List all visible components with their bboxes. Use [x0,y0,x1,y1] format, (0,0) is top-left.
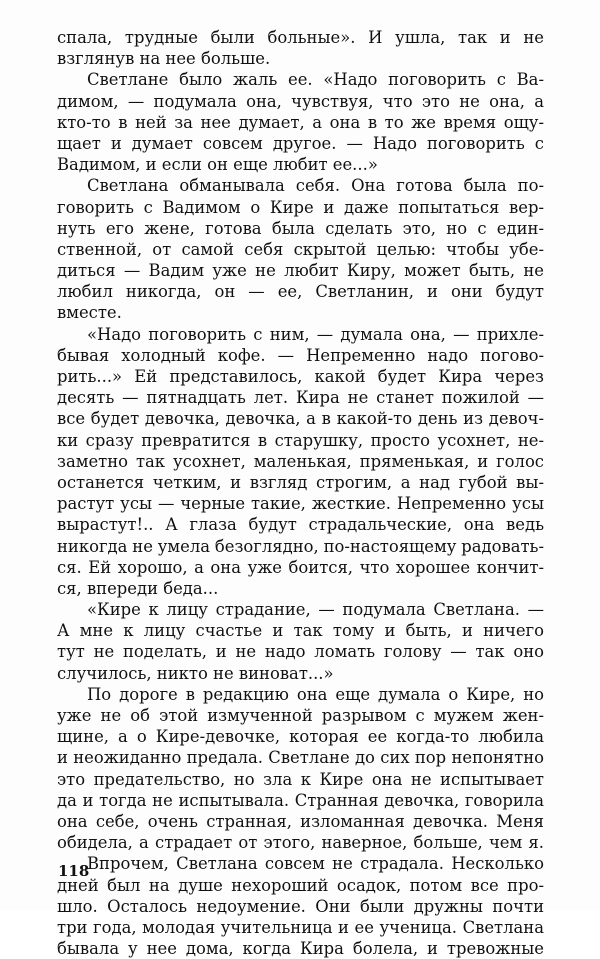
text-line: нуть его жене, готова была сделать это, но с един- [57,218,544,238]
text-line: растут усы — черные такие, жесткие. Непременно усы [57,494,544,514]
text-line: да и тогда не испытывала. Странная девочка, говорила [57,790,544,810]
text-line: любил никогда, он — ее, Светланин, и они будут [57,282,544,302]
text-line: шло. Осталось недоумение. Они были дружны почти [57,896,544,916]
text-line: она себе, очень странная, изломанная девочка. Меня [57,811,544,831]
text-line: никогда не умела безоглядно, по-настоящему радовать- [57,536,544,556]
text-line: это предательство, но зла к Кире она не испытывает [57,769,544,789]
text-line: десять — пятнадцать лет. Кира не станет пожилой — [57,388,544,408]
text-line: вырастут!.. А глаза будут страдальческие, она ведь [57,515,544,535]
text-line: вместе. [57,303,122,323]
text-line: ки сразу превратится в старушку, просто усохнет, не- [57,430,544,450]
text-line: «Надо поговорить с ним, — думала она, — прихле- [87,324,544,344]
text-line: рить...» Ей представилось, какой будет Кира через [57,367,544,386]
text-line: тут не поделать, и не надо ломать голову — так оно [57,642,544,662]
text-line: бывая холодный кофе. — Непременно надо погово- [57,345,544,365]
text-line: щине, а о Кире-девочке, которая ее когда-то любила [57,727,544,747]
text-line: взглянув на нее больше. [57,49,271,69]
text-line: Светлана обманывала себя. Она готова была по- [87,176,544,196]
text-line: заметно так усохнет, маленькая, пряменькая, и голос [57,451,544,471]
page-number: 118 [58,862,90,880]
text-line: щает и думает совсем другое. — Надо поговорить с [57,133,544,153]
text-line: дней был на душе нехороший осадок, потом все про- [57,875,544,895]
text-line: уже не об этой измученной разрывом с мужем жен- [57,706,544,725]
text-line: Светлане было жаль ее. «Надо поговорить с Ва- [87,70,544,90]
text-line: диться — Вадим уже не любит Киру, может быть, не [57,261,544,281]
text-line: три года, молодая учительница и ее ученица. Светлана [57,917,544,937]
text-line: обидела, а страдает от этого, наверное, больше, чем я. [57,833,544,853]
text-line: все будет девочка, девочка, а в какой-то день из девоч- [57,409,544,429]
text-line: спала, трудные были больные». И ушла, так и не [57,28,544,47]
text-line: кто-то в ней за нее думает, а она в то же время ощу- [57,112,544,132]
text-line: случилось, никто не виноват...» [57,663,334,683]
text-line: Вадимом, и если он еще любит ее...» [57,155,378,175]
text-line: Впрочем, Светлана совсем не страдала. Несколько [87,854,544,874]
text-line: ся. Ей хорошо, а она уже боится, что хорошее кончит- [57,557,544,577]
text-line: «Кире к лицу страдание, — подумала Светлана. — [87,600,544,620]
text-line: А мне к лицу счастье и так тому и быть, и ничего [57,621,544,641]
text-line: бывала у нее дома, когда Кира болела, и тревожные [57,939,544,959]
text-line: говорить с Вадимом о Кире и даже попытаться вер- [57,197,544,217]
text-line: димом, — подумала она, чувствуя, что это не она, а [57,91,544,111]
text-line: ственной, от самой себя скрытой целью: чтобы убе- [57,239,544,259]
text-line: останется четким, и взгляд строгим, а над губой вы- [57,472,544,492]
text-line: и неожиданно предала. Светлане до сих пор непонятно [57,748,544,768]
body-text [57,27,544,959]
text-line: По дороге в редакцию она еще думала о Кире, но [87,684,544,704]
text-line: ся, впереди беда... [57,578,219,598]
